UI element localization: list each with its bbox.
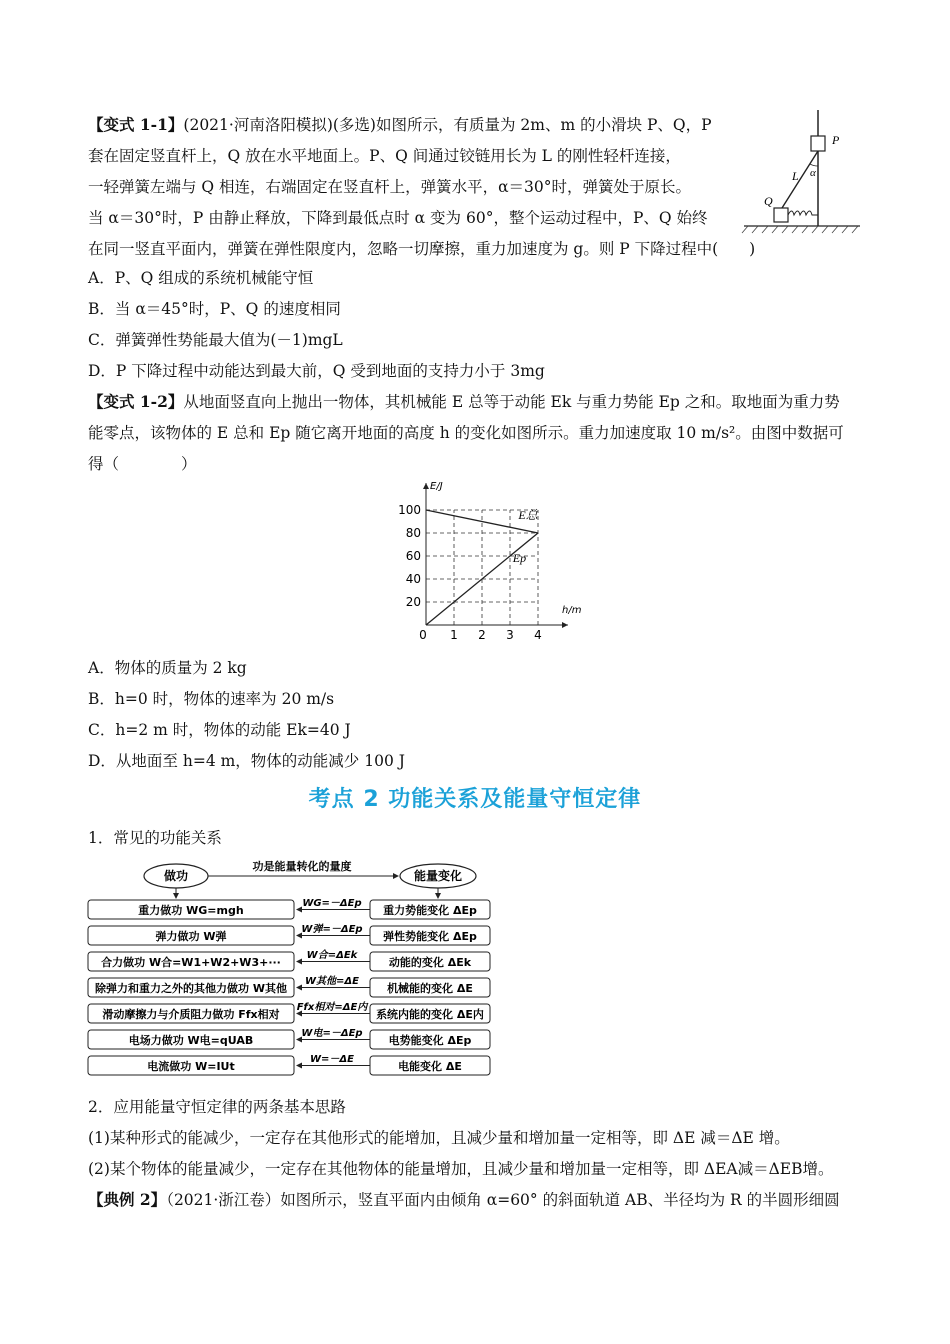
example-2-line: [88, 1190, 840, 1210]
v12-option-b: B．h=0 时，物体的速率为 20 m/s: [88, 690, 335, 708]
chart-x-arrow: [562, 622, 568, 628]
chart-xtick-1: 1: [450, 628, 458, 640]
diagram-row-left-text-5: 电场力做功 W电=qUAB: [128, 1034, 254, 1047]
v11-figure: [738, 108, 868, 238]
chart-grid: [426, 510, 538, 625]
chart-ytick-4: 100: [398, 503, 421, 517]
v11-label: 【变式 1-1】: [88, 115, 184, 134]
v11-line-5: 在同一竖直平面内，弹簧在弹性限度内，忽略一切摩擦，重力加速度为 g。则 P 下降过程中( ): [88, 240, 756, 258]
block-p: [811, 136, 825, 151]
diagram-row-relation-3: W其他=ΔE: [305, 976, 359, 987]
chart-xtick-4: 4: [534, 628, 542, 640]
v12-line-1: [88, 392, 840, 412]
chart-xtick-0: 0: [419, 628, 427, 640]
diagram-energy-label: 能量变化: [413, 869, 463, 883]
v12-line-3: 得（ ）: [88, 455, 197, 473]
diagram-row-relation-0: WG=－ΔEp: [302, 898, 362, 909]
chart-ytick-2: 60: [405, 549, 421, 563]
chart-y-arrow: [423, 483, 429, 489]
diagram-top-caption: 功是能量转化的量度: [252, 860, 352, 873]
section-title: 考点 2 功能关系及能量守恒定律: [308, 787, 642, 812]
chart-xtick-2: 2: [478, 628, 486, 640]
diagram-row-relation-2: W合=ΔEk: [306, 950, 358, 961]
chart-ytick-1: 40: [405, 572, 421, 586]
diagram-row-right-text-2: 动能的变化 ΔEk: [388, 956, 472, 969]
v12-text-1: 从地面竖直向上抛出一物体，其机械能 E 总等于动能 Ek 与重力势能 Ep 之和。取地面为重力势: [183, 393, 840, 411]
diagram-row-left-text-4: 滑动摩擦力与介质阻力做功 Ffx相对: [102, 1008, 280, 1021]
diagram-work-label: 做功: [163, 869, 189, 883]
label-p: P: [832, 133, 840, 147]
v12-label: 【变式 1-2】: [88, 392, 184, 411]
diagram-row-left-text-6: 电流做功 W=IUt: [147, 1060, 235, 1073]
diagram-row-right-text-1: 弹性势能变化 ΔEp: [383, 930, 477, 943]
chart-series-label-0: E总: [518, 508, 538, 523]
chart-ytick-0: 20: [405, 595, 421, 609]
diagram-row-relation-5: W电=－ΔEp: [301, 1028, 363, 1039]
energy-chart: [390, 475, 590, 640]
diagram-row-right-text-6: 电能变化 ΔE: [398, 1060, 462, 1073]
chart-axes: [423, 483, 568, 628]
v11-line-3: 一轻弹簧左端与 Q 相连，右端固定在竖直杆上，弹簧水平，α＝30°时，弹簧处于原长。: [88, 178, 692, 196]
diagram-row-left-text-0: 重力做功 WG=mgh: [138, 904, 244, 917]
example-2-label: 【典例 2】: [88, 1190, 167, 1209]
label-q: Q: [764, 194, 773, 208]
diagram-row-relation-4: Ffx相对=ΔE内: [296, 1002, 368, 1013]
example-2-text: （2021·浙江卷）如图所示，竖直平面内由倾角 α=60° 的斜面轨道 AB、半径均为 R 的半圆形细圆: [166, 1191, 840, 1209]
diagram-row-right-text-0: 重力势能变化 ΔEp: [383, 904, 477, 917]
diagram-row-relation-1: W弹=－ΔEp: [301, 924, 363, 935]
item-1: 1．常见的功能关系: [88, 829, 222, 847]
chart-xlabel: h/m: [562, 605, 582, 616]
rigid-rod: [782, 151, 818, 208]
v11-line-4: 当 α＝30°时，P 由静止释放，下降到最低点时 α 变为 60°，整个运动过程中，P、Q 始终: [88, 209, 708, 227]
diagram-row-right-text-5: 电势能变化 ΔEp: [388, 1034, 472, 1047]
chart-ytick-3: 80: [405, 526, 421, 540]
chart-ticks: [398, 503, 542, 640]
diagram-row-relation-6: W=－ΔE: [310, 1054, 354, 1065]
diagram-row-left-text-3: 除弹力和重力之外的其他力做功 W其他: [95, 982, 287, 995]
spring: [788, 211, 818, 215]
chart-xtick-3: 3: [506, 628, 514, 640]
diagram-row-right-text-3: 机械能的变化 ΔE: [387, 982, 473, 995]
ground-hatch: [742, 226, 858, 233]
v12-option-c: C．h=2 m 时，物体的动能 Ek=40 J: [88, 721, 351, 739]
v11-line-1: [88, 115, 712, 135]
v11-option-a: A．P、Q 组成的系统机械能守恒: [88, 269, 314, 287]
label-alpha: α: [810, 167, 816, 179]
item-2: 2．应用能量守恒定律的两条基本思路: [88, 1098, 346, 1116]
v12-line-2: 能零点，该物体的 E 总和 Ep 随它离开地面的高度 h 的变化如图所示。重力加速度取 10 m/s²。由图中数据可: [88, 424, 844, 442]
work-energy-diagram: [86, 856, 506, 1084]
diagram-row-left-text-2: 合力做功 W合=W1+W2+W3+···: [101, 956, 281, 969]
v11-option-b: B．当 α＝45°时，P、Q 的速度相同: [88, 300, 341, 318]
v12-option-d: D．从地面至 h=4 m，物体的动能减少 100 J: [88, 752, 405, 770]
paragraph-1: (1)某种形式的能减少，一定存在其他形式的能增加，且减少量和增加量一定相等，即 ΔE 减＝ΔE 增。: [88, 1129, 790, 1147]
diagram-row-right-text-4: 系统内能的变化 ΔE内: [376, 1008, 484, 1021]
v11-option-c: C．弹簧弹性势能最大值为(－1)mgL: [88, 331, 343, 349]
diagram-row-left-text-1: 弹力做功 W弹: [155, 930, 227, 943]
label-l: L: [792, 169, 799, 183]
chart-series-label-1: Ep: [512, 550, 527, 565]
chart-ylabel: E/J: [430, 481, 443, 492]
block-q: [774, 208, 788, 222]
diagram-rows: [88, 898, 490, 1075]
paragraph-2: (2)某个物体的能量减少，一定存在其他物体的能量增加，且减少量和增加量一定相等，即 ΔEA减＝ΔEB增。: [88, 1160, 834, 1178]
v11-text-1: (2021·河南洛阳模拟)(多选)如图所示，有质量为 2m、m 的小滑块 P、Q，P: [183, 116, 712, 134]
v11-line-2: 套在固定竖直杆上，Q 放在水平地面上。P、Q 间通过铰链用长为 L 的刚性轻杆连接，: [88, 147, 681, 165]
v11-option-d: D．P 下降过程中动能达到最大前，Q 受到地面的支持力小于 3mg: [88, 362, 545, 380]
v12-option-a: A．物体的质量为 2 kg: [88, 659, 247, 677]
angle-arc: [810, 164, 818, 166]
